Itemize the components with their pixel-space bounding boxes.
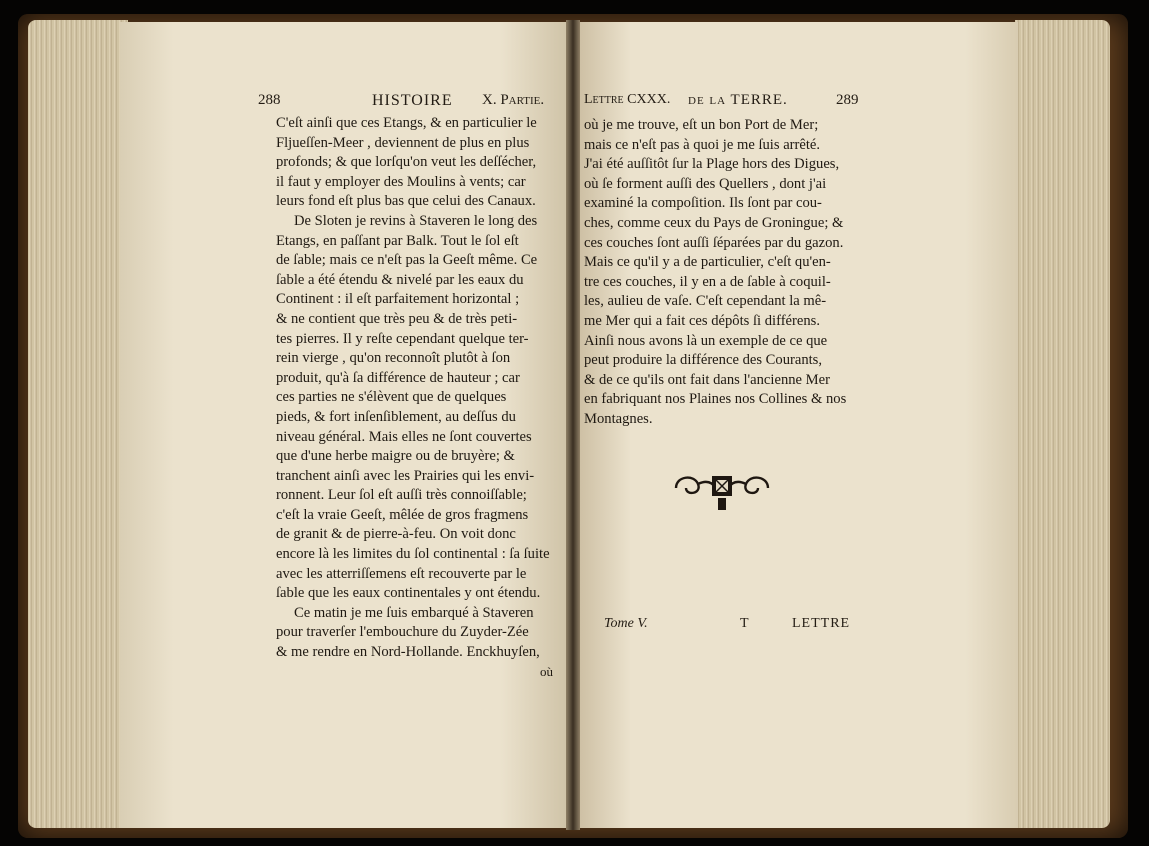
right-running-letter: Lettre CXXX.	[584, 92, 671, 107]
text-line: c'eſt la vraie Geeſt, mêlée de gros fragmens	[276, 506, 529, 523]
page-edges-left	[28, 20, 128, 828]
text-line: & de ce qu'ils ont fait dans l'ancienne Mer	[584, 371, 830, 388]
text-line: & ne contient que très peu & de très peti-	[276, 310, 518, 327]
right-page-number: 289	[836, 92, 859, 108]
text-line: Ainſi nous avons là un exemple de ce que	[584, 332, 828, 349]
text-line: pour traverſer l'embouchure du Zuyder-Zée	[276, 624, 529, 641]
text-line: tre ces couches, il y en a de ſable à coquil-	[584, 273, 831, 290]
text-line: les, aulieu de vaſe. C'eſt cependant la mê-	[584, 293, 827, 310]
left-catchword: où	[540, 664, 553, 679]
text-line: & me rendre en Nord-Hollande. Enckhuyſen,	[276, 644, 540, 661]
text-line: Continent : il eſt parfaitement horizontal ;	[276, 291, 520, 308]
text-line: profonds; & que lorſqu'on veut les deſſécher,	[276, 154, 537, 171]
text-line: pieds, & fort inſenſiblement, au deſſus du	[276, 408, 516, 425]
footer-volume: Tome V.	[604, 616, 648, 631]
text-line: rein vierge , qu'on reconnoît plutôt à ſon	[276, 350, 511, 367]
text-line: ches, comme ceux du Pays de Groningue; &	[584, 214, 844, 231]
text-line: tranchent ainſi avec les Prairies qui les envi-	[276, 467, 535, 484]
text-line: encore là les limites du ſol continental : ſa ſuite	[276, 546, 550, 563]
text-line: où je me trouve, eſt un bon Port de Mer;	[584, 117, 819, 133]
left-part-label: X. Partie.	[482, 92, 545, 108]
footer-catchword: LETTRE	[792, 616, 851, 631]
text-line: me Mer qui a fait ces dépôts ſi différens.	[584, 312, 820, 329]
text-line: leurs fond eſt plus bas que celui des Canaux.	[276, 193, 536, 210]
text-line: ſable a été étendu & nivelé par les eaux du	[276, 271, 524, 288]
text-line: Mais ce qu'il y a de particulier, c'eſt qu'en-	[584, 254, 831, 271]
text-line: ces parties ne s'élèvent que de quelques	[276, 389, 507, 406]
text-line: où ſe forment auſſi des Quellers , dont j'ai	[584, 175, 827, 192]
page-edges-right	[1015, 20, 1110, 828]
text-line: que d'une herbe maigre ou de bruyère; &	[276, 448, 515, 465]
text-line: Ce matin je me ſuis embarqué à Staveren	[294, 604, 534, 621]
printer-ornament	[672, 468, 772, 514]
right-body-text	[584, 116, 862, 430]
text-line: examiné la compoſition. Ils ſont par cou-	[584, 195, 822, 212]
text-line: Fljueſſen-Meer , deviennent de plus en plus	[276, 134, 530, 151]
text-line: en fabriquant nos Plaines nos Collines & nos	[584, 391, 847, 408]
text-line: niveau général. Mais elles ne ſont couvertes	[276, 428, 532, 445]
text-line: tes pierres. Il y reſte cependant quelque ter-	[276, 330, 529, 347]
text-line: avec les atterriſſemens eſt recouverte par le	[276, 565, 527, 582]
text-line: Etangs, en paſſant par Balk. Tout le ſol eſt	[276, 232, 519, 249]
footer-signature: T	[740, 616, 749, 631]
text-line: ronnent. Leur ſol eſt auſſi très connoiſſable;	[276, 487, 527, 504]
text-line: mais ce n'eſt pas à quoi je me ſuis arrêté.	[584, 136, 821, 153]
left-body-text	[276, 114, 556, 663]
text-line: ſable que les eaux continentales y ont étendu.	[276, 585, 541, 602]
text-line: produit, qu'à ſa différence de hauteur ; car	[276, 369, 520, 386]
text-line: de granit & de pierre-à-feu. On voit donc	[276, 526, 516, 543]
text-line: J'ai été auſſitôt ſur la Plage hors des Digues,	[584, 156, 840, 173]
right-running-title: de la TERRE.	[688, 92, 788, 108]
text-line: il faut y employer des Moulins à vents; car	[276, 173, 526, 190]
text-line: ces couches ſont auſſi ſéparées par du gazon.	[584, 234, 844, 251]
text-line: C'eſt ainſi que ces Etangs, & en particulier le	[276, 115, 537, 131]
text-line: peut produire la différence des Courants,	[584, 352, 823, 369]
book-gutter	[566, 20, 580, 830]
left-running-title: HISTOIRE	[372, 92, 453, 109]
text-line: Montagnes.	[584, 410, 653, 427]
text-line: de ſable; mais ce n'eſt pas la Geeſt même. Ce	[276, 252, 538, 269]
left-page-number: 288	[258, 92, 281, 108]
text-line: De Sloten je revins à Staveren le long des	[294, 212, 538, 229]
